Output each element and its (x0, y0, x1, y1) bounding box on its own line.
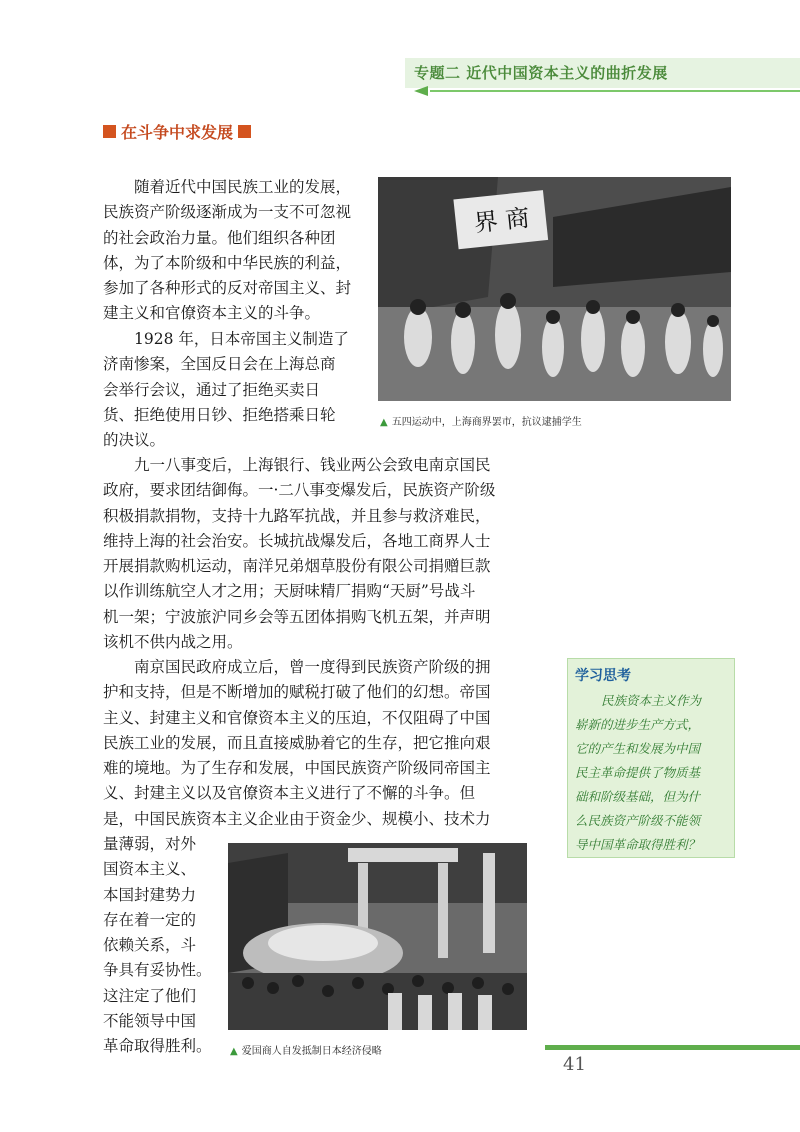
think-box-body (575, 689, 729, 857)
triangle-marker-icon: ▲ (230, 1046, 238, 1057)
text-line: 维持上海的社会治安。长城抗战爆发后，各地工商界人士 (103, 531, 491, 550)
text-line: 依赖关系，斗 (103, 936, 197, 955)
text-line: 存在着一定的 (103, 910, 197, 929)
text-line: 国资本主义、 (103, 860, 197, 879)
header-rule (430, 90, 800, 92)
text-line: 南京国民政府成立后，曾一度得到民族资产阶级的拥 (134, 658, 491, 676)
text-line: 货、拒绝使用日钞、拒绝搭乘日轮 (103, 405, 336, 424)
text-line: 建主义和官僚资本主义的斗争。 (103, 304, 321, 323)
text-line: 义、封建主义以及官僚资本主义进行了不懈的斗争。但 (103, 784, 476, 803)
chapter-title: 专题二 近代中国资本主义的曲折发展 (414, 64, 668, 82)
text-line: 体，为了本阶级和中华民族的利益， (103, 253, 352, 272)
text-line: 随着近代中国民族工业的发展， (134, 178, 352, 196)
triangle-marker-icon: ▲ (380, 417, 388, 428)
text-line: 不能领导中国 (103, 1012, 197, 1031)
paragraph-3 (103, 453, 533, 655)
photo-boycott-japanese-goods (228, 843, 527, 1030)
text-line: 民族资本主义作为 (601, 693, 702, 708)
text-line: 1928 年，日本帝国主义制造了 (134, 330, 349, 348)
section-heading (103, 120, 251, 143)
text-line: 开展捐款购机运动，南洋兄弟烟草股份有限公司捐赠巨款 (103, 557, 491, 576)
paragraph-1 (103, 175, 365, 327)
text-line: 导中国革命取得胜利？ (575, 837, 701, 852)
text-line: 崭新的进步生产方式， (575, 717, 701, 732)
text-line: 量薄弱，对外 (103, 835, 197, 853)
text-line: 础和阶级基础，但为什 (575, 789, 701, 804)
text-line: 积极捐款捐物，支持十九路军抗战，并且参与救济难民， (103, 506, 491, 525)
photo-2-illustration (228, 843, 527, 1030)
paragraph-2 (103, 327, 365, 453)
text-line: 民主革命提供了物质基 (575, 765, 701, 780)
text-line: 护和支持，但是不断增加的赋税打破了他们的幻想。帝国 (103, 683, 491, 702)
paragraph-4 (103, 655, 533, 832)
text-line: 民族工业的发展，而且直接威胁着它的生存，把它推向艰 (103, 733, 491, 752)
caption-text: 爱国商人自发抵制日本经济侵略 (241, 1046, 382, 1057)
text-line: 革命取得胜利。 (103, 1037, 212, 1056)
page-number: 41 (563, 1054, 586, 1075)
text-line: 该机不供内战之用。 (103, 633, 243, 652)
text-line: 本国封建势力 (103, 885, 197, 904)
text-line: 济南惨案，全国反日会在上海总商 (103, 355, 336, 374)
text-line: 九一八事变后，上海银行、钱业两公会致电南京国民 (134, 456, 491, 474)
text-line: 参加了各种形式的反对帝国主义、封 (103, 279, 352, 298)
square-bullet-icon (103, 125, 116, 138)
text-line: 的社会政治力量。他们组织各种团 (103, 228, 336, 247)
text-line: 难的境地。为了生存和发展，中国民族资产阶级同帝国主 (103, 759, 491, 778)
text-line: 会举行会议，通过了拒绝买卖日 (103, 380, 321, 399)
text-line: 机一架；宁波旅沪同乡会等五团体捐购飞机五架，并声明 (103, 607, 491, 626)
text-line: 这注定了他们 (103, 986, 197, 1005)
text-line: 么民族资产阶级不能领 (575, 813, 701, 828)
text-line: 争具有妥协性。 (103, 961, 212, 980)
paragraph-5 (103, 832, 215, 1060)
text-line: 它的产生和发展为中国 (575, 741, 701, 756)
text-line: 以作训练航空人才之用；天厨味精厂捐购“天厨”号战斗 (103, 582, 476, 601)
photo-1-caption (380, 413, 582, 428)
text-line: 主义、封建主义和官僚资本主义的压迫，不仅阻碍了中国 (103, 708, 491, 727)
square-bullet-icon (238, 125, 251, 138)
text-line: 是，中国民族资本主义企业由于资金少、规模小、技术力 (103, 809, 491, 828)
photo-may-fourth-strike (378, 177, 731, 401)
photo-1-illustration (378, 177, 731, 401)
photo-2-caption (230, 1042, 382, 1057)
text-line: 政府，要求团结御侮。一·二八事变爆发后，民族资产阶级 (103, 481, 496, 500)
text-line: 民族资产阶级逐渐成为一支不可忽视 (103, 203, 352, 222)
caption-text: 五四运动中，上海商界罢市，抗议逮捕学生 (391, 417, 582, 428)
footer-rule (545, 1045, 800, 1050)
text-line: 的决议。 (103, 431, 166, 450)
think-box-title: 学习思考 (575, 668, 631, 684)
section-title-text: 在斗争中求发展 (121, 123, 234, 142)
study-think-box (567, 658, 735, 858)
header-arrow-icon (414, 86, 428, 96)
photo-sign-text: 界 商 (472, 203, 531, 238)
